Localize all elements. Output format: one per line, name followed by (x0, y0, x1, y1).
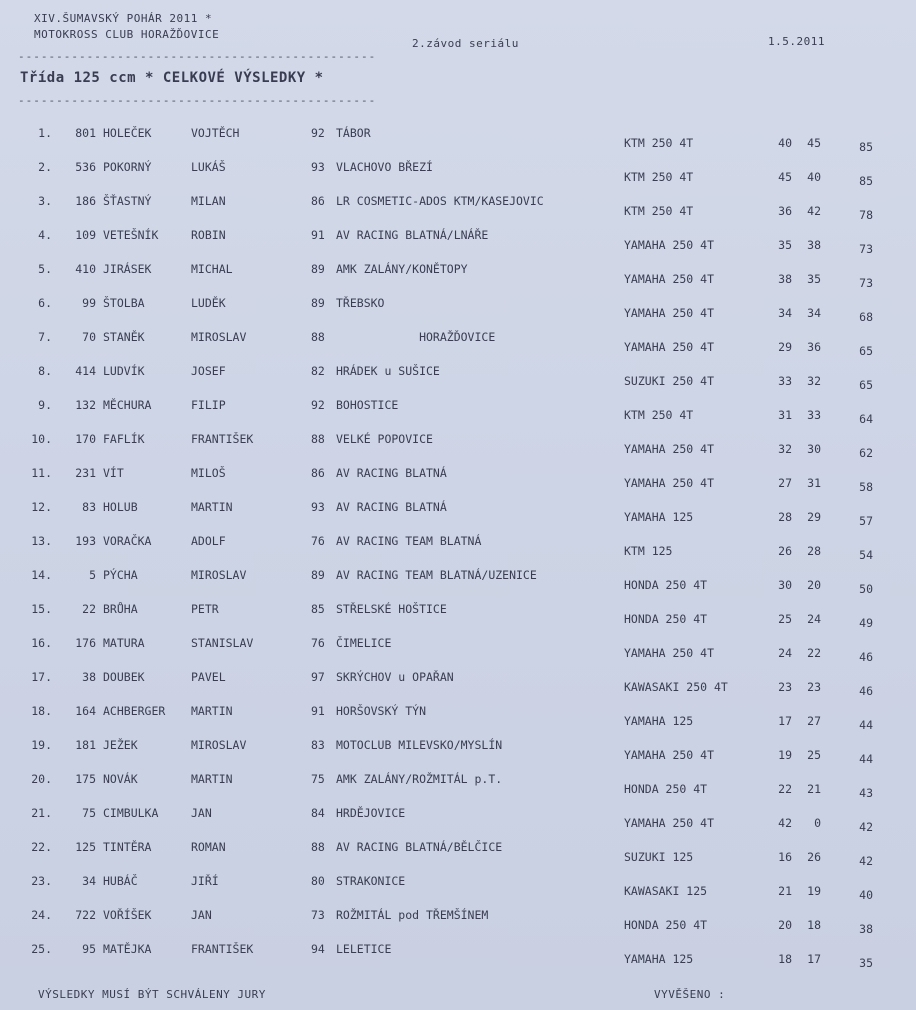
result-position: 5. (38, 262, 52, 276)
table-row (0, 432, 916, 466)
result-position: 21. (31, 806, 52, 820)
rider-first-name: MIROSLAV (191, 330, 247, 344)
total-points: 85 (859, 174, 873, 188)
result-position: 18. (31, 704, 52, 718)
race1-points: 30 (778, 578, 792, 592)
organizer-name: MOTOKROSS CLUB HORAŽĎOVICE (34, 28, 220, 41)
race1-points: 28 (778, 510, 792, 524)
total-points: 65 (859, 344, 873, 358)
motorcycle: HONDA 250 4T (624, 782, 708, 796)
rider-surname: TINTĚRA (103, 840, 152, 854)
race2-points: 32 (807, 374, 821, 388)
race1-points: 23 (778, 680, 792, 694)
rider-first-name: MILOŠ (191, 466, 226, 480)
table-row (0, 228, 916, 262)
rider-first-name: MARTIN (191, 500, 233, 514)
rider-club: VLACHOVO BŘEZÍ (336, 160, 433, 174)
result-position: 4. (38, 228, 52, 242)
race1-points: 32 (778, 442, 792, 456)
total-points: 49 (859, 616, 873, 630)
result-position: 13. (31, 534, 52, 548)
result-position: 1. (38, 126, 52, 140)
table-row (0, 908, 916, 942)
rider-club: HRDĚJOVICE (336, 806, 406, 820)
birth-year: 73 (311, 908, 325, 922)
result-position: 11. (31, 466, 52, 480)
race1-points: 25 (778, 612, 792, 626)
motorcycle: YAMAHA 250 4T (624, 748, 715, 762)
race2-points: 26 (807, 850, 821, 864)
rider-first-name: JIŘÍ (191, 874, 219, 888)
start-number: 176 (75, 636, 96, 650)
table-row (0, 500, 916, 534)
race2-points: 25 (807, 748, 821, 762)
rider-surname: FAFLÍK (103, 432, 145, 446)
rider-surname: ŠTOLBA (103, 296, 145, 310)
rider-first-name: ADOLF (191, 534, 226, 548)
motorcycle: HONDA 250 4T (624, 918, 708, 932)
rider-first-name: ROBIN (191, 228, 226, 242)
total-points: 85 (859, 140, 873, 154)
rider-club: AV RACING TEAM BLATNÁ (336, 534, 482, 548)
motorcycle: SUZUKI 125 (624, 850, 694, 864)
race1-points: 29 (778, 340, 792, 354)
total-points: 38 (859, 922, 873, 936)
race1-points: 20 (778, 918, 792, 932)
rider-surname: JIRÁSEK (103, 262, 152, 276)
motorcycle: YAMAHA 250 4T (624, 340, 715, 354)
rider-first-name: MIROSLAV (191, 568, 247, 582)
rider-first-name: PAVEL (191, 670, 226, 684)
total-points: 73 (859, 276, 873, 290)
motorcycle: YAMAHA 250 4T (624, 306, 715, 320)
race2-points: 24 (807, 612, 821, 626)
table-row (0, 466, 916, 500)
total-points: 54 (859, 548, 873, 562)
start-number: 410 (75, 262, 96, 276)
race1-points: 19 (778, 748, 792, 762)
rider-first-name: PETR (191, 602, 219, 616)
rider-surname: DOUBEK (103, 670, 145, 684)
results-table (0, 126, 916, 976)
race1-points: 17 (778, 714, 792, 728)
start-number: 186 (75, 194, 96, 208)
table-row (0, 398, 916, 432)
motorcycle: YAMAHA 250 4T (624, 816, 715, 830)
result-position: 14. (31, 568, 52, 582)
rider-surname: HOLUB (103, 500, 138, 514)
result-position: 3. (38, 194, 52, 208)
total-points: 64 (859, 412, 873, 426)
table-row (0, 738, 916, 772)
rider-surname: MATĚJKA (103, 942, 152, 956)
birth-year: 88 (311, 432, 325, 446)
rider-first-name: FILIP (191, 398, 226, 412)
rider-surname: LUDVÍK (103, 364, 145, 378)
total-points: 44 (859, 718, 873, 732)
result-position: 9. (38, 398, 52, 412)
motorcycle: KAWASAKI 125 (624, 884, 708, 898)
motorcycle: SUZUKI 250 4T (624, 374, 715, 388)
rider-club: STRAKONICE (336, 874, 406, 888)
page-title: Třída 125 ccm * CELKOVÉ VÝSLEDKY * (20, 70, 324, 86)
race2-points: 34 (807, 306, 821, 320)
table-row (0, 704, 916, 738)
race2-points: 27 (807, 714, 821, 728)
race2-points: 40 (807, 170, 821, 184)
rider-club: AV RACING BLATNÁ (336, 500, 447, 514)
race1-points: 16 (778, 850, 792, 864)
rider-club: AV RACING TEAM BLATNÁ/UZENICE (336, 568, 537, 582)
motorcycle: YAMAHA 250 4T (624, 442, 715, 456)
race2-points: 19 (807, 884, 821, 898)
rider-club: AV RACING BLATNÁ (336, 466, 447, 480)
result-position: 24. (31, 908, 52, 922)
birth-year: 84 (311, 806, 325, 820)
rider-first-name: MIROSLAV (191, 738, 247, 752)
rider-first-name: MARTIN (191, 704, 233, 718)
start-number: 414 (75, 364, 96, 378)
start-number: 95 (82, 942, 96, 956)
rider-surname: VOŘÍŠEK (103, 908, 152, 922)
start-number: 193 (75, 534, 96, 548)
race1-points: 18 (778, 952, 792, 966)
race2-points: 29 (807, 510, 821, 524)
motorcycle: KTM 250 4T (624, 136, 694, 150)
rider-surname: MĚCHURA (103, 398, 152, 412)
race2-points: 30 (807, 442, 821, 456)
table-row (0, 194, 916, 228)
birth-year: 91 (311, 704, 325, 718)
motorcycle: YAMAHA 125 (624, 510, 694, 524)
motorcycle: KTM 250 4T (624, 408, 694, 422)
rider-surname: POKORNÝ (103, 160, 152, 174)
birth-year: 88 (311, 330, 325, 344)
result-position: 15. (31, 602, 52, 616)
rider-surname: MATURA (103, 636, 145, 650)
divider-top: ----------------------------------------------- (18, 50, 377, 63)
result-position: 19. (31, 738, 52, 752)
rider-first-name: VOJTĚCH (191, 126, 240, 140)
start-number: 83 (82, 500, 96, 514)
table-row (0, 534, 916, 568)
total-points: 58 (859, 480, 873, 494)
race2-points: 21 (807, 782, 821, 796)
race1-points: 45 (778, 170, 792, 184)
rider-surname: JEŽEK (103, 738, 138, 752)
result-position: 2. (38, 160, 52, 174)
start-number: 164 (75, 704, 96, 718)
race1-points: 36 (778, 204, 792, 218)
total-points: 40 (859, 888, 873, 902)
start-number: 38 (82, 670, 96, 684)
race2-points: 33 (807, 408, 821, 422)
start-number: 722 (75, 908, 96, 922)
motorcycle: KTM 250 4T (624, 204, 694, 218)
birth-year: 89 (311, 568, 325, 582)
race1-points: 33 (778, 374, 792, 388)
result-position: 23. (31, 874, 52, 888)
birth-year: 85 (311, 602, 325, 616)
race2-points: 31 (807, 476, 821, 490)
birth-year: 88 (311, 840, 325, 854)
rider-club: ČIMELICE (336, 636, 392, 650)
rider-club: HRÁDEK u SUŠICE (336, 364, 440, 378)
rider-club: HORŠOVSKÝ TÝN (336, 704, 427, 718)
footer-posted-label: VYVĚŠENO : (654, 988, 726, 1001)
start-number: 125 (75, 840, 96, 854)
birth-year: 75 (311, 772, 325, 786)
race2-points: 22 (807, 646, 821, 660)
table-row (0, 602, 916, 636)
race2-points: 38 (807, 238, 821, 252)
total-points: 43 (859, 786, 873, 800)
race1-points: 27 (778, 476, 792, 490)
rider-club: LR COSMETIC-ADOS KTM/KASEJOVIC (336, 194, 544, 208)
total-points: 68 (859, 310, 873, 324)
motorcycle: YAMAHA 250 4T (624, 476, 715, 490)
start-number: 70 (82, 330, 96, 344)
rider-club: AMK ZALÁNY/KONĚTOPY (336, 262, 468, 276)
motorcycle: HONDA 250 4T (624, 578, 708, 592)
rider-surname: BRŮHA (103, 602, 138, 616)
rider-first-name: FRANTIŠEK (191, 942, 254, 956)
birth-year: 89 (311, 262, 325, 276)
table-row (0, 364, 916, 398)
rider-surname: ACHBERGER (103, 704, 166, 718)
rider-club: TŘEBSKO (336, 296, 385, 310)
birth-year: 86 (311, 466, 325, 480)
start-number: 231 (75, 466, 96, 480)
total-points: 44 (859, 752, 873, 766)
birth-year: 80 (311, 874, 325, 888)
rider-surname: PÝCHA (103, 568, 138, 582)
start-number: 175 (75, 772, 96, 786)
race1-points: 34 (778, 306, 792, 320)
result-position: 7. (38, 330, 52, 344)
race1-points: 21 (778, 884, 792, 898)
total-points: 35 (859, 956, 873, 970)
birth-year: 83 (311, 738, 325, 752)
rider-club: LELETICE (336, 942, 392, 956)
rider-club: AMK ZALÁNY/ROŽMITÁL p.T. (336, 772, 503, 786)
start-number: 22 (82, 602, 96, 616)
start-number: 75 (82, 806, 96, 820)
result-position: 25. (31, 942, 52, 956)
result-position: 6. (38, 296, 52, 310)
race2-points: 23 (807, 680, 821, 694)
rider-club: AV RACING BLATNÁ/LNÁŘE (336, 228, 489, 242)
rider-first-name: MARTIN (191, 772, 233, 786)
motorcycle: YAMAHA 250 4T (624, 238, 715, 252)
total-points: 42 (859, 820, 873, 834)
table-row (0, 840, 916, 874)
table-row (0, 160, 916, 194)
race1-points: 22 (778, 782, 792, 796)
race2-points: 17 (807, 952, 821, 966)
start-number: 170 (75, 432, 96, 446)
rider-surname: VÍT (103, 466, 124, 480)
motorcycle: YAMAHA 125 (624, 952, 694, 966)
rider-first-name: STANISLAV (191, 636, 254, 650)
rider-first-name: LUKÁŠ (191, 160, 226, 174)
start-number: 801 (75, 126, 96, 140)
motorcycle: KTM 125 (624, 544, 673, 558)
total-points: 46 (859, 684, 873, 698)
start-number: 5 (89, 568, 96, 582)
series-round: 2.závod seriálu (412, 37, 519, 50)
birth-year: 89 (311, 296, 325, 310)
race1-points: 31 (778, 408, 792, 422)
rider-surname: HUBÁČ (103, 874, 138, 888)
race2-points: 28 (807, 544, 821, 558)
result-position: 17. (31, 670, 52, 684)
rider-club: STŘELSKÉ HOŠTICE (336, 602, 447, 616)
rider-club: BOHOSTICE (336, 398, 399, 412)
race2-points: 45 (807, 136, 821, 150)
rider-first-name: MICHAL (191, 262, 233, 276)
result-position: 12. (31, 500, 52, 514)
birth-year: 76 (311, 534, 325, 548)
total-points: 42 (859, 854, 873, 868)
birth-year: 97 (311, 670, 325, 684)
table-row (0, 126, 916, 160)
race2-points: 18 (807, 918, 821, 932)
birth-year: 93 (311, 160, 325, 174)
table-row (0, 262, 916, 296)
race1-points: 35 (778, 238, 792, 252)
race1-points: 26 (778, 544, 792, 558)
rider-club: ROŽMITÁL pod TŘEMŠÍNEM (336, 908, 489, 922)
result-position: 20. (31, 772, 52, 786)
table-row (0, 330, 916, 364)
total-points: 65 (859, 378, 873, 392)
race2-points: 42 (807, 204, 821, 218)
rider-surname: STANĚK (103, 330, 145, 344)
divider-bottom: ----------------------------------------------- (18, 94, 377, 107)
motorcycle: KAWASAKI 250 4T (624, 680, 728, 694)
rider-club: TÁBOR (336, 126, 371, 140)
table-row (0, 772, 916, 806)
birth-year: 91 (311, 228, 325, 242)
birth-year: 76 (311, 636, 325, 650)
birth-year: 93 (311, 500, 325, 514)
race2-points: 0 (814, 816, 821, 830)
total-points: 57 (859, 514, 873, 528)
race1-points: 40 (778, 136, 792, 150)
result-position: 8. (38, 364, 52, 378)
motorcycle: YAMAHA 125 (624, 714, 694, 728)
start-number: 536 (75, 160, 96, 174)
motorcycle: HONDA 250 4T (624, 612, 708, 626)
table-row (0, 806, 916, 840)
rider-first-name: JAN (191, 806, 212, 820)
table-row (0, 670, 916, 704)
total-points: 50 (859, 582, 873, 596)
motorcycle: YAMAHA 250 4T (624, 272, 715, 286)
race2-points: 20 (807, 578, 821, 592)
result-position: 10. (31, 432, 52, 446)
rider-surname: CIMBULKA (103, 806, 159, 820)
rider-club: VELKÉ POPOVICE (336, 432, 433, 446)
rider-surname: HOLEČEK (103, 126, 152, 140)
motorcycle: YAMAHA 250 4T (624, 646, 715, 660)
total-points: 46 (859, 650, 873, 664)
birth-year: 82 (311, 364, 325, 378)
birth-year: 94 (311, 942, 325, 956)
result-position: 16. (31, 636, 52, 650)
table-row (0, 568, 916, 602)
rider-surname: NOVÁK (103, 772, 138, 786)
birth-year: 86 (311, 194, 325, 208)
table-row (0, 942, 916, 976)
race1-points: 38 (778, 272, 792, 286)
footer-jury-note: VÝSLEDKY MUSÍ BÝT SCHVÁLENY JURY (38, 988, 266, 1001)
start-number: 109 (75, 228, 96, 242)
birth-year: 92 (311, 398, 325, 412)
race1-points: 24 (778, 646, 792, 660)
rider-surname: VETEŠNÍK (103, 228, 159, 242)
event-title: XIV.ŠUMAVSKÝ POHÁR 2011 * (34, 12, 213, 25)
result-position: 22. (31, 840, 52, 854)
table-row (0, 296, 916, 330)
motorcycle: KTM 250 4T (624, 170, 694, 184)
rider-first-name: MILAN (191, 194, 226, 208)
table-row (0, 874, 916, 908)
rider-first-name: ROMAN (191, 840, 226, 854)
total-points: 62 (859, 446, 873, 460)
rider-club: AV RACING BLATNÁ/BĚLČICE (336, 840, 503, 854)
total-points: 73 (859, 242, 873, 256)
table-row (0, 636, 916, 670)
rider-club: MOTOCLUB MILEVSKO/MYSLÍN (336, 738, 503, 752)
birth-year: 92 (311, 126, 325, 140)
race2-points: 35 (807, 272, 821, 286)
start-number: 34 (82, 874, 96, 888)
race2-points: 36 (807, 340, 821, 354)
rider-club: SKRÝCHOV u OPAŘAN (336, 670, 454, 684)
rider-first-name: JOSEF (191, 364, 226, 378)
event-date: 1.5.2011 (768, 35, 825, 48)
rider-first-name: JAN (191, 908, 212, 922)
rider-club: HORAŽĎOVICE (336, 330, 496, 344)
start-number: 99 (82, 296, 96, 310)
rider-first-name: FRANTIŠEK (191, 432, 254, 446)
start-number: 132 (75, 398, 96, 412)
rider-first-name: LUDĚK (191, 296, 226, 310)
rider-surname: VORAČKA (103, 534, 152, 548)
start-number: 181 (75, 738, 96, 752)
total-points: 78 (859, 208, 873, 222)
rider-surname: ŠŤASTNÝ (103, 194, 152, 208)
race1-points: 42 (778, 816, 792, 830)
